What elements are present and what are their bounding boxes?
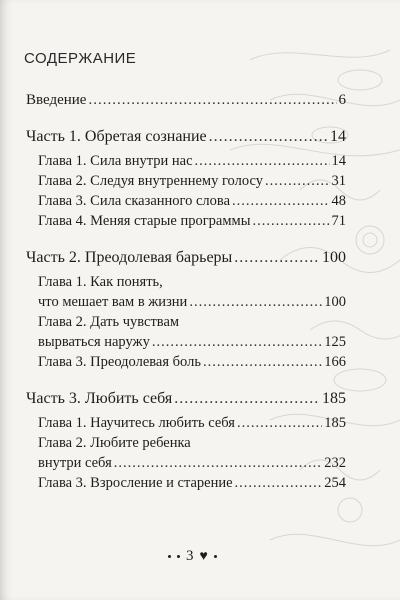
leader-dots: [195, 151, 330, 171]
toc-chapter-page: 254: [324, 475, 346, 491]
leader-dots: [174, 389, 320, 409]
leader-dots: [252, 211, 329, 231]
toc-chapter-page: 125: [324, 334, 346, 350]
toc-chapter[interactable]: [26, 332, 346, 352]
toc-chapter[interactable]: [26, 211, 346, 231]
table-of-contents: [26, 90, 346, 493]
toc-chapter-title-cont: что мешает вам в жизни: [38, 294, 188, 310]
toc-chapter-title-cont: внутри себя: [38, 455, 112, 471]
toc-chapter-page: 71: [331, 213, 346, 229]
toc-chapter[interactable]: [26, 191, 346, 211]
toc-chapter-title: Глава 2. Следуя внутреннему голосу: [38, 173, 263, 189]
toc-part-page: 14: [330, 128, 346, 145]
leader-dots: [265, 171, 330, 191]
leader-dots: [209, 127, 328, 147]
toc-chapter[interactable]: [26, 171, 346, 191]
toc-chapter-page: 166: [324, 354, 346, 370]
toc-part-1[interactable]: [26, 127, 346, 147]
toc-chapter[interactable]: [26, 413, 346, 433]
page-footer: [168, 548, 217, 565]
toc-chapter-title-cont: вырваться наружу: [38, 334, 150, 350]
page-number: 3: [186, 548, 194, 564]
toc-entry-title: Введение: [26, 92, 87, 108]
toc-part-page: 185: [322, 390, 346, 407]
leader-dots: [203, 352, 322, 372]
toc-chapter-title: Глава 2. Дать чувствам: [38, 314, 180, 330]
toc-chapter-page: 232: [324, 455, 346, 471]
leader-dots: [152, 332, 322, 352]
leader-dots: [235, 473, 323, 493]
leader-dots: [237, 413, 322, 433]
toc-chapter-page: 185: [324, 415, 346, 431]
toc-chapter[interactable]: [26, 151, 346, 171]
toc-chapter-title: Глава 3. Сила сказанного слова: [38, 193, 231, 209]
toc-chapter-line[interactable]: [26, 433, 346, 453]
toc-chapter[interactable]: [26, 292, 346, 312]
toc-chapter-line[interactable]: [26, 312, 346, 332]
dot-icon: [177, 555, 180, 558]
toc-chapter-page: 31: [331, 173, 346, 189]
toc-part-2[interactable]: [26, 248, 346, 268]
toc-chapter-title: Глава 1. Научитесь любить себя: [38, 415, 235, 431]
toc-part-title: Часть 2. Преодолевая барьеры: [26, 249, 233, 266]
toc-part-page: 100: [322, 249, 346, 266]
toc-chapter-title: Глава 1. Как понять,: [38, 274, 163, 290]
heart-icon: ♥: [199, 548, 208, 564]
toc-part-3[interactable]: [26, 389, 346, 409]
toc-chapter-title: Глава 4. Меняя старые программы: [38, 213, 251, 229]
toc-entry-intro[interactable]: [26, 90, 346, 110]
dot-icon: [214, 555, 217, 558]
toc-chapter-title: Глава 3. Взросление и старение: [38, 475, 233, 491]
toc-chapter-title: Глава 1. Сила внутри нас: [38, 153, 193, 169]
leader-dots: [114, 453, 323, 473]
toc-part-title: Часть 3. Любить себя: [26, 390, 173, 407]
leader-dots: [234, 248, 320, 268]
toc-chapter[interactable]: [26, 473, 346, 493]
toc-heading: СОДЕРЖАНИЕ: [24, 50, 137, 67]
leader-dots: [232, 191, 329, 211]
toc-chapter-title: Глава 3. Преодолевая боль: [38, 354, 201, 370]
toc-part-title: Часть 1. Обретая сознание: [26, 128, 207, 145]
toc-chapter[interactable]: [26, 453, 346, 473]
leader-dots: [189, 292, 322, 312]
leader-dots: [88, 90, 336, 110]
toc-chapter-line[interactable]: [26, 272, 346, 292]
toc-chapter[interactable]: [26, 352, 346, 372]
toc-chapter-page: 48: [331, 193, 346, 209]
toc-entry-page: 6: [338, 92, 346, 108]
toc-chapter-title: Глава 2. Любите ребенка: [38, 435, 191, 451]
dot-icon: [168, 555, 171, 558]
toc-chapter-page: 100: [324, 294, 346, 310]
toc-chapter-page: 14: [331, 153, 346, 169]
